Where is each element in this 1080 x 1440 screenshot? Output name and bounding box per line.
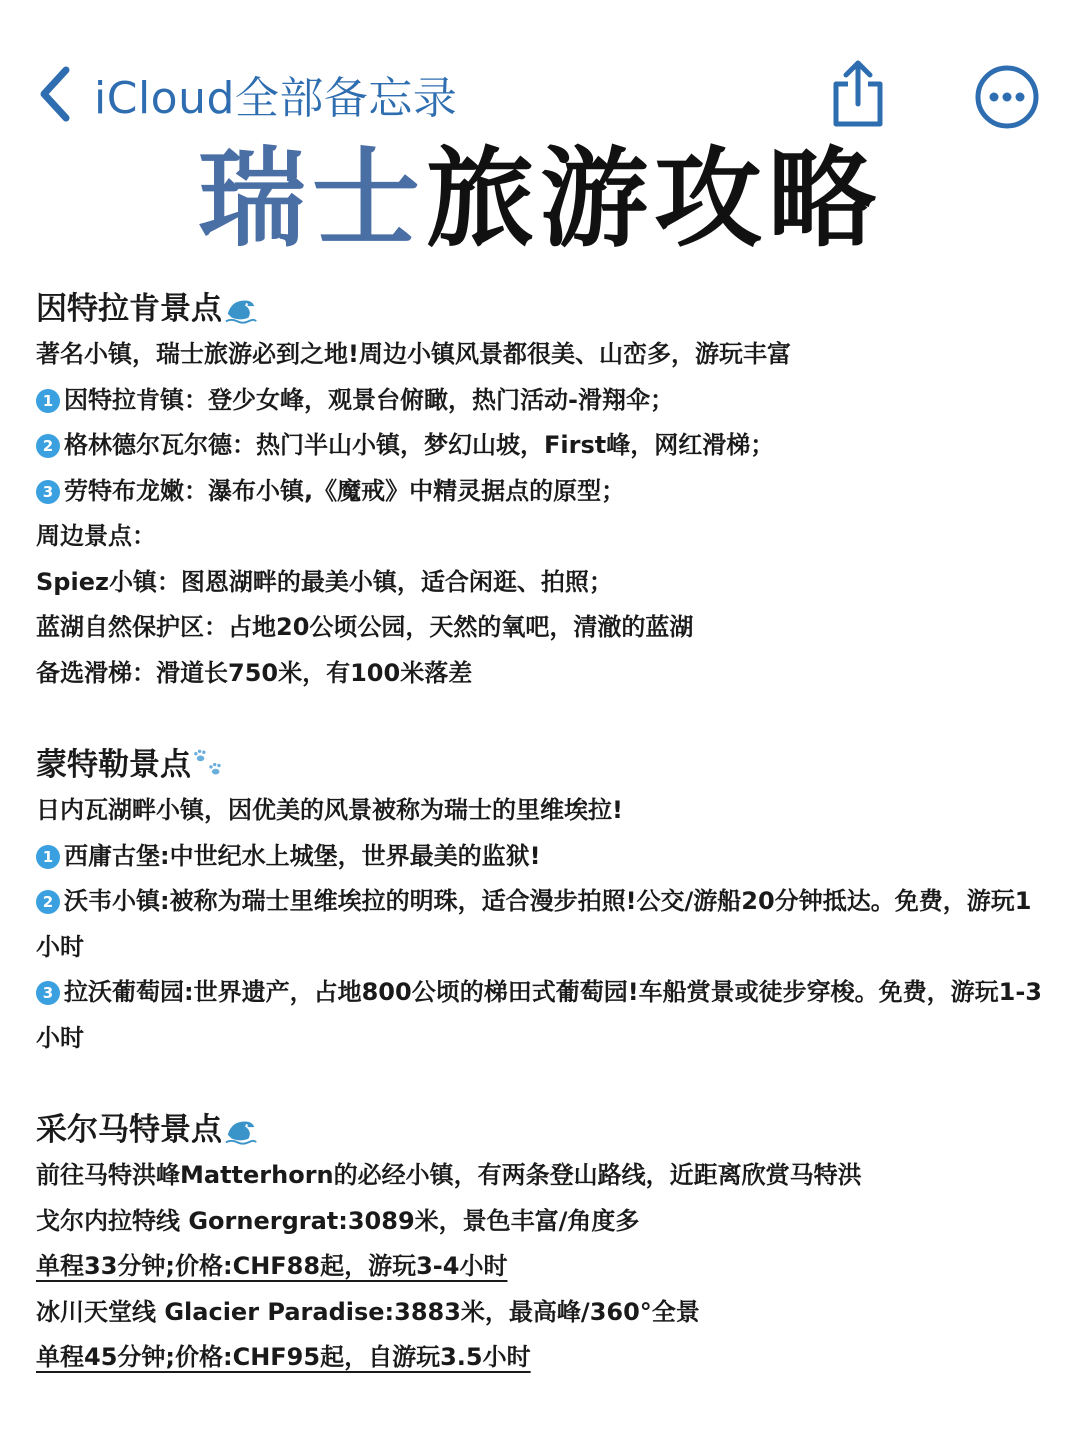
note-line [36,651,1046,697]
section-title-text: 采尔马特景点 [36,1112,222,1148]
note-line-text: 拉沃葡萄园:世界遗产，占地800公顷的梯田式葡萄园!车船赏景或徒步穿梭。免费，游玩1-3小时 [36,978,1042,1052]
note-line [36,514,1046,560]
note-line-text: 戈尔内拉特线 Gornergrat:3089米，景色丰富/角度多 [36,1206,640,1235]
chevron-left-icon [36,64,76,124]
note-line [36,1290,1046,1336]
title-rest: 旅游攻略 [426,137,883,262]
dolphin-icon [224,1113,258,1147]
note-line [36,378,1046,424]
paw-prints-icon [193,748,227,782]
title-highlight: 瑞士 [197,137,426,262]
note-line-text: 冰川天堂线 Glacier Paradise:3883米，最高峰/360°全景 [36,1297,700,1326]
number-badge-icon: 1 [36,389,60,413]
number-badge-icon: 3 [36,981,60,1005]
note-line [36,788,1046,834]
note-line-text: 周边景点： [36,522,156,550]
section-spacer [36,696,1046,742]
section-title-text: 因特拉肯景点 [36,291,222,327]
note-line [36,970,1046,1061]
section-spacer [36,1061,1046,1107]
note-line-text: 单程33分钟;价格:CHF88起，游玩3-4小时 [36,1252,508,1280]
note-line-text: 日内瓦湖畔小镇，因优美的风景被称为瑞士的里维埃拉! [36,796,623,824]
nav-bar [36,58,1044,138]
note-line-text: 因特拉肯镇：登少女峰，观景台俯瞰，热门活动-滑翔伞； [64,385,674,414]
note-line [36,1199,1046,1245]
note-body [36,286,1046,1381]
note-line [36,469,1046,515]
note-line-text: 著名小镇，瑞士旅游必到之地!周边小镇风景都很美、山峦多，游玩丰富 [36,340,791,368]
note-line [36,605,1046,651]
more-icon[interactable] [974,64,1040,130]
section-title [36,1107,1046,1153]
note-line-text: 备选滑梯：滑道长750米，有100米落差 [36,658,473,687]
back-label: iCloud全部备忘录 [94,73,458,124]
note-line-text: 单程45分钟;价格:CHF95起，自游玩3.5小时 [36,1343,531,1371]
note-line [36,834,1046,880]
note-line-text: 劳特布龙嫩：瀑布小镇,《魔戒》中精灵据点的原型； [64,476,626,505]
dolphin-icon [224,292,258,326]
note-line-text: 西庸古堡:中世纪水上城堡，世界最美的监狱! [64,841,541,870]
page-title [0,137,1080,262]
note-line-text: 沃韦小镇:被称为瑞士里维埃拉的明珠，适合漫步拍照!公交/游船20分钟抵达。免费，游玩1小时 [36,887,1032,961]
note-line [36,332,1046,378]
number-badge-icon: 3 [36,480,60,504]
number-badge-icon: 2 [36,434,60,458]
note-line [36,423,1046,469]
share-icon[interactable] [826,58,890,130]
number-badge-icon: 2 [36,890,60,914]
section-title [36,742,1046,788]
note-line [36,1153,1046,1199]
back-button[interactable] [36,62,457,126]
section-title-text: 蒙特勒景点 [36,747,191,783]
number-badge-icon: 1 [36,845,60,869]
note-line [36,560,1046,606]
note-line-text: 前往马特洪峰Matterhorn的必经小镇，有两条登山路线，近距离欣赏马特洪 [36,1161,862,1189]
note-line [36,1335,1046,1381]
note-line-text: Spiez小镇：图恩湖畔的最美小镇，适合闲逛、拍照； [36,567,613,596]
note-line-text: 蓝湖自然保护区：占地20公顷公园，天然的氧吧，清澈的蓝湖 [36,613,694,641]
section-title [36,286,1046,332]
note-line [36,1244,1046,1290]
note-line-text: 格林德尔瓦尔德：热门半山小镇，梦幻山坡，First峰，网红滑梯； [64,431,775,459]
note-line [36,879,1046,970]
